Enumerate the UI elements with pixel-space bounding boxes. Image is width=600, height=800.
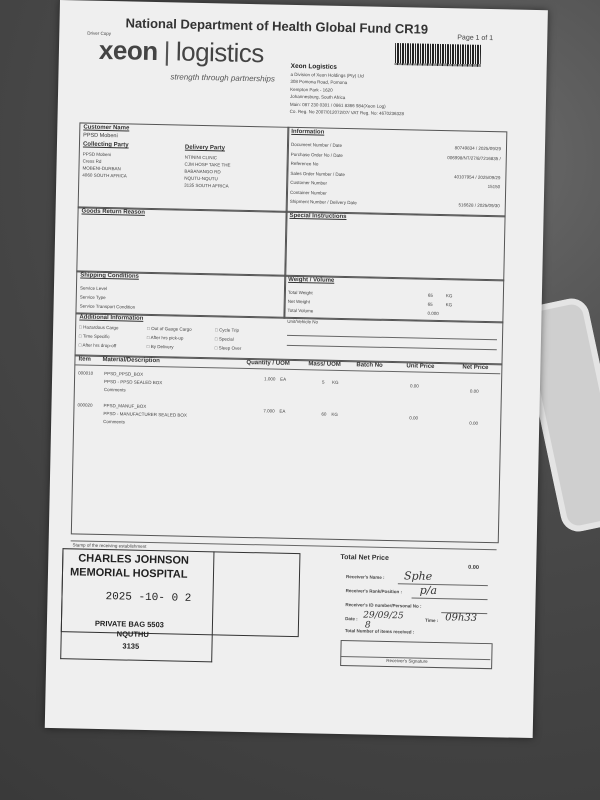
additional-option (147, 344, 174, 350)
item-net: 0.00 (469, 420, 479, 426)
additional-option (215, 345, 242, 351)
goods-return-box (76, 206, 287, 276)
weight-value: 65 (427, 292, 433, 298)
item-net: 0.00 (469, 388, 479, 394)
address-line: BABANANGO RD (184, 168, 221, 175)
item-qty: 1.000 (264, 376, 276, 382)
sign-line (398, 583, 488, 586)
time-value: 09h33 (445, 612, 478, 624)
stamp-bag: PRIVATE BAG 5503 (94, 618, 164, 630)
company-name: Xeon Logistics (290, 62, 337, 71)
item-muom: KG (331, 411, 338, 417)
information-key: Shipment Number / Delivery Date (289, 198, 357, 206)
item-comments: Comments (103, 418, 125, 425)
checkbox-icon: □ (78, 342, 83, 348)
additional-option-label: Out of Gauge Cargo (151, 325, 192, 332)
shipping-rows (80, 283, 136, 311)
rank-label: Receiver's Rank/Position : (345, 588, 403, 595)
item-mass: 5 (322, 379, 325, 385)
shipping-row: Service Type (79, 294, 106, 301)
item-code: PPSD_PPSD_BOX (104, 371, 144, 377)
col-batch: Batch No (356, 362, 383, 369)
weight-key: Total Weight (287, 289, 313, 296)
stamp-label: Stamp of the receiving establishment (72, 542, 147, 549)
weight-unit: KG (445, 302, 453, 308)
time-label: Time : (425, 617, 439, 624)
delivery-document (45, 0, 548, 738)
date-value: 29/09/25 (363, 610, 404, 622)
stamp-line1: CHARLES JOHNSON (78, 552, 190, 567)
checkbox-icon: □ (147, 325, 152, 331)
information-rows (290, 140, 501, 211)
document-title: National Department of Health Global Fund CR19 (125, 15, 429, 37)
additional-option-label: Hazardous Cargo (83, 324, 119, 331)
shipping-label: Shipping Conditions (80, 272, 139, 280)
total-items-label: Total Number of items received : (344, 628, 415, 635)
copy-label: Driver Copy (87, 30, 112, 37)
company-line: 308 Pomona Road, Pomona (290, 78, 348, 86)
id-label: Receiver's ID number/Personal No : (345, 602, 422, 609)
weight-key: Net Weight (287, 298, 310, 305)
additional-option (79, 324, 118, 330)
information-value: 15150 (487, 183, 501, 190)
goods-return-label: Goods Return Reason (81, 208, 145, 216)
item-qty: 7.000 (263, 408, 275, 414)
sign-line (412, 597, 488, 600)
additional-option-label: After hrs drop-off (82, 342, 117, 349)
stamp-code: 3135 (122, 641, 140, 651)
logo: xeon | logistics (98, 34, 265, 69)
signature-box (340, 640, 493, 669)
col-mass: Mass/ UOM (308, 361, 341, 368)
address-line: PPSD Mobeni (82, 151, 112, 158)
rank-value: p/a (419, 583, 438, 598)
item-item: 000010 (78, 370, 94, 376)
address-line: Cress Rd (82, 158, 102, 164)
shipping-row: Service Level (79, 285, 108, 292)
special-box (284, 211, 505, 282)
additional-option (79, 333, 110, 339)
col-unit-price: Unit Price (406, 363, 435, 370)
address-line: CJM HOSP TAKE THE (184, 161, 231, 168)
col-quantity: Quantity / UOM (246, 359, 290, 367)
checkbox-icon: □ (214, 345, 219, 351)
unit-vehicle-label: Unit/Vehicle No (287, 318, 319, 325)
total-items-value: 8 (364, 620, 371, 631)
information-value: 516628 / 2025/09/30 (458, 202, 500, 209)
item-uom: EA (280, 376, 287, 382)
checkbox-icon: □ (78, 333, 83, 339)
receiver-name-label: Receiver's Name : (345, 574, 385, 580)
barcode (395, 43, 481, 67)
customer-label: Customer Name (83, 124, 130, 132)
company-line: Main: 087 230 0301 / 0861 8366 984(Xeon Log) (289, 101, 386, 109)
item-desc: PPSD - PPSD SEALED BOX (103, 379, 163, 386)
checkbox-icon: □ (146, 334, 151, 340)
item-unit: 0.00 (409, 383, 419, 389)
col-net-price: Net Price (462, 364, 489, 372)
logo-right: logistics (175, 36, 265, 69)
information-key: Purchase Order No / Date (290, 151, 343, 158)
information-value: 80749834 / 2025/09/29 (454, 145, 502, 152)
item-code: PPSD_MANUF_BOX (103, 403, 147, 409)
address-line: NQUTU-NQUTU (184, 175, 218, 182)
additional-option-label: By Delivery (150, 343, 174, 350)
additional-option (147, 335, 184, 341)
item-desc: PPSD - MANUFACTURER SEALED BOX (103, 410, 187, 418)
additional-option-label: Special (218, 336, 234, 342)
logo-left: xeon (98, 34, 158, 67)
shipping-row: Service Transport Condition (79, 303, 136, 310)
checkbox-icon: □ (146, 343, 151, 349)
customer-value: PPSD Mobeni (83, 132, 118, 140)
signature-label: Receiver's Signature (386, 657, 428, 664)
additional-option-label: Time Specific (82, 333, 110, 340)
company-line: Kempton Park - 1620 (290, 86, 333, 93)
col-item: Item (78, 356, 91, 363)
delivery-label: Delivery Party (184, 144, 226, 152)
additional-option-label: Sleep Over (218, 345, 242, 351)
checkbox-icon: □ (215, 327, 220, 333)
information-key: Sales Order Number / Date (290, 170, 346, 177)
address-line: NTININI CLINIC (184, 154, 218, 161)
weight-label: Weight / Volume (288, 276, 335, 284)
collecting-label: Collecting Party (82, 141, 129, 149)
weight-unit: KG (445, 293, 453, 299)
item-item: 000020 (77, 402, 93, 408)
additional-option (79, 342, 117, 348)
weight-rows (287, 288, 498, 319)
additional-label: Additional Information (79, 314, 144, 322)
item-mass: 60 (321, 411, 327, 417)
total-net-value: 0.00 (468, 564, 479, 571)
total-net-label: Total Net Price (340, 553, 389, 563)
item-uom: EA (279, 408, 286, 414)
information-label: Information (291, 128, 325, 136)
special-label: Special Instructions (289, 212, 347, 221)
stamp-town: NQUTHU (116, 629, 149, 639)
information-value: 006998/NT/27/8/7216835 / (447, 154, 501, 161)
date-label: Date : (345, 616, 358, 622)
additional-option (147, 326, 192, 332)
information-key: Container Number (289, 189, 327, 196)
additional-option-label: After hrs pick-up (150, 334, 184, 341)
item-unit: 0.00 (409, 415, 419, 421)
stamp-date: 2025 -10- 0 2 (105, 591, 192, 605)
item-muom: KG (332, 379, 339, 385)
weight-key: Total Volume (287, 307, 314, 314)
receiver-name-value: Sphe (403, 569, 433, 583)
weight-value: 65 (427, 301, 433, 307)
information-value: 40107954 / 2025/09/29 (454, 173, 501, 180)
company-block (290, 63, 405, 118)
stamp-line2: MEMORIAL HOSPITAL (69, 566, 188, 581)
address-line: MOBENI-DURBAN (82, 165, 121, 172)
additional-option-label: Cycle Trip (219, 327, 240, 333)
page-number: Page 1 of 1 (457, 34, 494, 43)
collecting-address (82, 151, 127, 180)
information-key: Customer Number (290, 179, 328, 186)
logo-tagline: strength through partnerships (170, 72, 276, 84)
checkbox-icon: □ (214, 336, 219, 342)
additional-option (215, 327, 239, 333)
item-comments: Comments (103, 387, 126, 393)
company-line: Co. Reg. No 2007/012072/07/ VAT Reg. No: 4670236328 (289, 108, 405, 117)
company-line: a Division of Xeon Holdings (Pty) Ltd (290, 71, 364, 78)
address-line: 3135 SOUTH AFRICA (184, 182, 229, 189)
delivery-address (184, 154, 231, 190)
checkbox-icon: □ (79, 324, 84, 330)
weight-value: 0.000 (427, 310, 439, 317)
information-key: Reference No (290, 160, 319, 167)
address-line: 4060 SOUTH AFRICA (82, 172, 127, 179)
col-description: Material/Description (102, 356, 160, 365)
additional-option (215, 336, 234, 341)
information-key: Document Number / Date (290, 141, 343, 148)
company-line: Johannesburg, South Africa (289, 93, 346, 100)
